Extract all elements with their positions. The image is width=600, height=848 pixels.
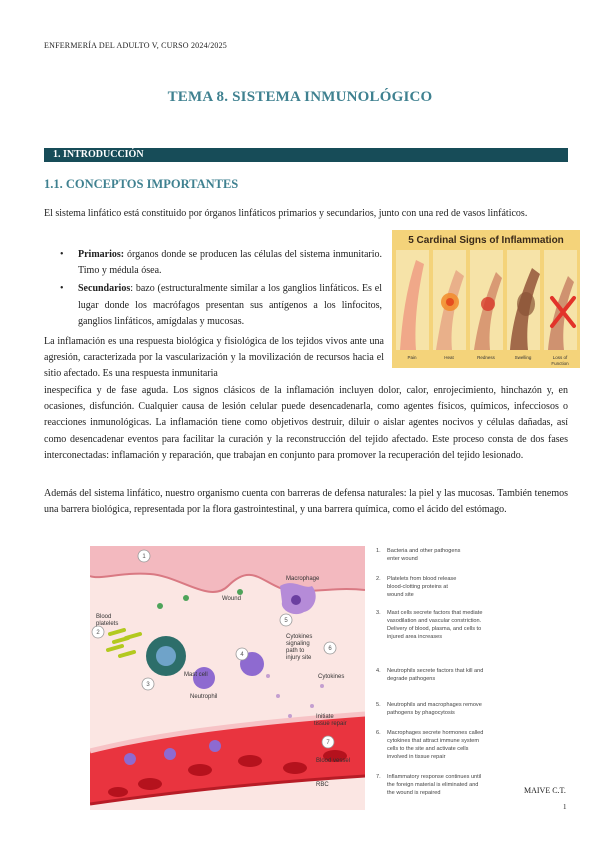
cytokine-dot-icon	[288, 714, 292, 718]
step-text-line: injured area increases	[387, 634, 443, 640]
label-cytokines-signaling: signaling	[286, 641, 310, 647]
step-badge-number: 4	[240, 652, 244, 658]
label-macrophage: Macrophage	[286, 576, 320, 582]
step-text-line: Inflammatory response continues until	[387, 774, 482, 780]
list-item-text: : bazo (estructuralmente similar a los ganglios linfáticos. Es el lugar donde los macrófagos presentan sus antígenos a los linfocitos, ganglios linfáticos, amígdalas y mucosas.	[78, 283, 382, 327]
section-heading-bar	[44, 148, 568, 162]
neutrophil-icon	[164, 748, 176, 760]
rbc-icon	[283, 762, 307, 774]
list-item-text: órganos donde se producen las células del sistema inmunitario. Timo y médula ósea.	[78, 249, 382, 277]
sign-label-redness: Redness	[477, 355, 495, 360]
step-number: 4.	[376, 668, 381, 674]
sign-label-function: Function	[551, 361, 569, 366]
course-header: ENFERMERÍA DEL ADULTO V, CURSO 2024/2025	[44, 41, 227, 50]
heat-core-icon	[446, 298, 454, 306]
redness-spot-icon	[481, 297, 495, 311]
swelling-bulge-icon	[517, 292, 535, 316]
label-blood-vessel: Blood vessel	[316, 758, 351, 764]
label-wound: Wound	[222, 596, 241, 602]
bacteria-icon	[237, 589, 243, 595]
sign-label-loss-of: Loss of	[552, 355, 568, 360]
step-text-line: Macrophages secrete hormones called	[387, 730, 484, 736]
footer-author: MAIVE C.T.	[524, 786, 566, 795]
step-text-line: blood-clotting proteins at	[387, 584, 448, 590]
subsection-heading: 1.1. CONCEPTOS IMPORTANTES	[44, 177, 239, 191]
step-text-line: cytokines that attract immune system	[387, 738, 480, 744]
step-badge-number: 6	[328, 646, 332, 652]
label-mast-cell: Mast cell	[184, 672, 208, 678]
list-item-term: Primarios:	[78, 249, 125, 260]
paragraph-natural-barriers: Además del sistema linfático, nuestro organismo cuenta con barreras de defensa naturales: la piel y las mucosas. También tenemos una barrera biológica, representada por la flora gastrointestinal, y una barrera química, como el ácido del estómago.	[44, 488, 568, 516]
cytokine-dot-icon	[320, 684, 324, 688]
sign-label-pain: Pain	[407, 355, 417, 360]
label-cytokines-path: path to	[286, 648, 305, 654]
paragraph-inflammation-intro: La inflamación es una respuesta biológica y fisiológica de los tejidos vivos ante una agresión, caracterizada por la vascularización y la movilización de recursos hacia el sitio afectado. Es una respuesta inmunitaria	[44, 336, 384, 380]
step-number: 3.	[376, 610, 381, 616]
label-initiate: Initiate	[316, 714, 334, 720]
mast-cell-nucleus	[156, 646, 176, 666]
cardinal-signs-figure	[392, 230, 580, 368]
step-badge-number: 3	[146, 682, 150, 688]
paragraph-lymphatic-system: El sistema linfático está constituido por órganos linfáticos primarios y secundarios, junto con una red de vasos linfáticos.	[44, 208, 528, 219]
sign-label-heat: Heat	[444, 355, 454, 360]
bacteria-icon	[157, 603, 163, 609]
label-cytokines-injury: injury site	[286, 655, 312, 661]
page-title: TEMA 8. SISTEMA INMUNOLÓGICO	[167, 89, 433, 105]
neutrophil-icon	[124, 753, 136, 765]
label-cytokines: Cytokines	[286, 634, 313, 640]
step-number: 6.	[376, 730, 381, 736]
step-text-line: Neutrophils and macrophages remove	[387, 702, 482, 708]
list-item-secondary	[60, 281, 382, 330]
step-number: 2.	[376, 576, 381, 582]
step-text-line: Bacteria and other pathogens	[387, 548, 461, 554]
neutrophil-icon	[209, 740, 221, 752]
step-text-line: involved in tissue repair	[387, 754, 446, 760]
step-text-line: cells to the site and activate cells	[387, 746, 469, 752]
label-neutrophil: Neutrophil	[190, 694, 218, 700]
step-text-line: degrade pathogens	[387, 676, 436, 682]
step-text-line: wound site	[387, 592, 414, 598]
step-text-line: the wound is repaired	[387, 790, 441, 796]
label-rbc: RBC	[316, 782, 329, 788]
label-cytokines-secondary: Cytokines	[318, 674, 345, 680]
step-text-line: Platelets from blood release	[387, 576, 457, 582]
step-badge-number: 5	[284, 618, 288, 624]
step-badge-number: 2	[96, 630, 100, 636]
immune-steps-list	[370, 546, 520, 810]
steps-group	[376, 548, 483, 796]
label-tissue-repair: tissue repair	[314, 721, 347, 727]
rbc-icon	[188, 764, 212, 776]
sign-label-swelling: Swelling	[514, 355, 532, 360]
neutrophil-icon	[193, 667, 215, 689]
cytokine-dot-icon	[266, 674, 270, 678]
step-badge-number: 7	[326, 740, 330, 746]
rbc-icon	[108, 787, 128, 797]
step-badge-number: 1	[142, 554, 146, 560]
bacteria-icon	[183, 595, 189, 601]
organ-list	[60, 247, 382, 332]
step-text-line: pathogens by phagocytosis	[387, 710, 455, 716]
step-number: 1.	[376, 548, 381, 554]
step-text-line: Mast cells secrete factors that mediate	[387, 610, 483, 616]
rbc-icon	[238, 755, 262, 767]
cardinal-signs-title: 5 Cardinal Signs of Inflammation	[408, 235, 564, 246]
step-text-line: Neutrophils secrete factors that kill and	[387, 668, 484, 674]
label-blood: Blood	[96, 614, 112, 620]
step-text-line: enter wound	[387, 556, 418, 562]
list-item-primary	[60, 247, 382, 279]
cytokine-dot-icon	[310, 704, 314, 708]
macrophage-nucleus	[291, 595, 301, 605]
label-platelets: platelets	[96, 621, 119, 627]
step-number: 5.	[376, 702, 381, 708]
immune-response-diagram	[90, 546, 365, 810]
step-text-line: Delivery of blood, plasma, and cells to	[387, 626, 482, 632]
rbc-icon	[138, 778, 162, 790]
step-text-line: the foreign material is eliminated and	[387, 782, 479, 788]
section-heading-label: 1. INTRODUCCIÓN	[53, 149, 144, 160]
list-item-term: Secundarios	[78, 283, 131, 295]
paragraph-inflammation-detail: inespecífica y de fase aguda. Los signos clásicos de la inflamación incluyen dolor, calor, enrojecimiento, hinchazón y, en ocasiones, disfunción. Cualquier causa de lesión celular puede desencadenarla, como agentes físicos, químicos, infecciosos o reacciones inmunológicas. La inflamación tiene como objetivos destruir, diluir o aislar agentes nocivos y células dañadas, así como desencadenar eventos para facilitar la curación y la reconstrucción del tejido afectado. Este proceso consta de dos fases interconectadas: inflamación y reparación, que trabajan en conjunto para promover la recuperación del tejido lesionado.	[44, 385, 568, 461]
step-number: 7.	[376, 774, 381, 780]
cytokine-dot-icon	[276, 694, 280, 698]
step-text-line: vasodilation and vascular constriction.	[387, 618, 482, 624]
page-number: 1	[563, 803, 567, 811]
